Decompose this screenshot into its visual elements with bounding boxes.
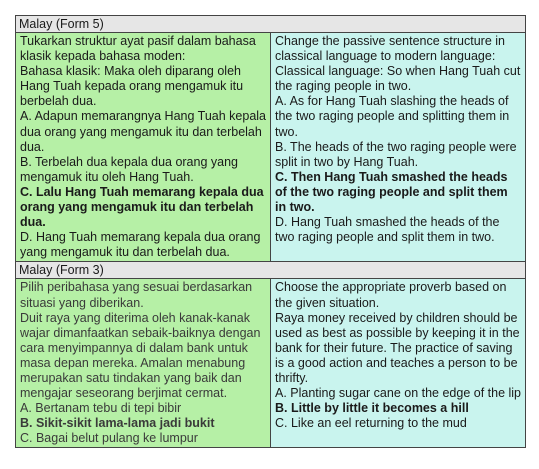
option-b: B. The heads of the two raging people were split in two by Hang Tuah. [275,139,517,169]
question-stem: Raya money received by children should be used as best as possible by keeping it in the bank for their future. The practice of saving is a good action and teaches a person to be thrifty. [275,310,520,385]
instruction-text: Pilih peribahasa yang sesuai berdasarkan situasi yang diberikan. [20,280,253,310]
option-d: D. Hang Tuah memarang kepala dua orang yang mengamuk itu dan terbelah dua. [20,230,261,260]
instruction-text: Choose the appropriate proverb based on the given situation. [275,280,507,310]
question-table-container [15,15,526,448]
section-title: Malay (Form 5) [16,16,526,33]
section-title: Malay (Form 3) [16,262,526,279]
instruction-text: Change the passive sentence structure in classical language to modern language: [275,34,505,64]
instruction-text: Tukarkan struktur ayat pasif dalam bahasa klasik kepada bahasa moden: [20,34,256,64]
option-a: A. As for Hang Tuah slashing the heads of the two raging people and splitting them in two. [275,94,510,139]
question-table [15,15,526,448]
malay-question-cell [16,33,271,262]
question-stem: Classical language: So when Hang Tuah cut the raging people in two. [275,64,521,94]
option-a: A. Adapun memarangnya Hang Tuah kepala dua orang yang mengamuk itu dan terbelah dua. [20,109,267,154]
option-a: A. Planting sugar cane on the edge of the lip [275,386,522,401]
option-d: D. Hang Tuah smashed the heads of the two raging people and split them in two. [275,215,500,245]
section-header-row [16,16,526,33]
malay-question-cell [16,279,271,448]
option-c: C. Bagai belut pulang ke lumpur [20,431,198,446]
option-b-correct: B. Sikit-sikit lama-lama jadi bukit [20,416,215,431]
option-b-correct: B. Little by little it becomes a hill [275,401,469,416]
option-a: A. Bertanam tebu di tepi bibir [20,401,182,416]
question-row [16,279,526,448]
question-stem: Duit raya yang diterima oleh kanak-kanak wajar dimanfaatkan sebaik-baiknya dengan cara menyimpannya di dalam bank untuk masa depan mereka. Amalan menabung merupakan satu tindakan yang baik dan mengajar seseorang berjimat cermat. [20,310,261,401]
option-c: C. Like an eel returning to the mud [275,416,467,431]
option-b: B. Terbelah dua kepala dua orang yang mengamuk itu oleh Hang Tuah. [20,154,238,184]
english-translation-cell [271,279,526,448]
section-header-row [16,262,526,279]
english-translation-cell [271,33,526,262]
question-stem: Bahasa klasik: Maka oleh diparang oleh Hang Tuah kepada orang mengamuk itu berbelah dua. [20,64,244,109]
question-row [16,33,526,262]
option-c-correct: C. Lalu Hang Tuah memarang kepala dua orang yang mengamuk itu dan terbelah dua. [20,184,264,230]
option-c-correct: C. Then Hang Tuah smashed the heads of the two raging people and split them in two. [275,169,508,215]
